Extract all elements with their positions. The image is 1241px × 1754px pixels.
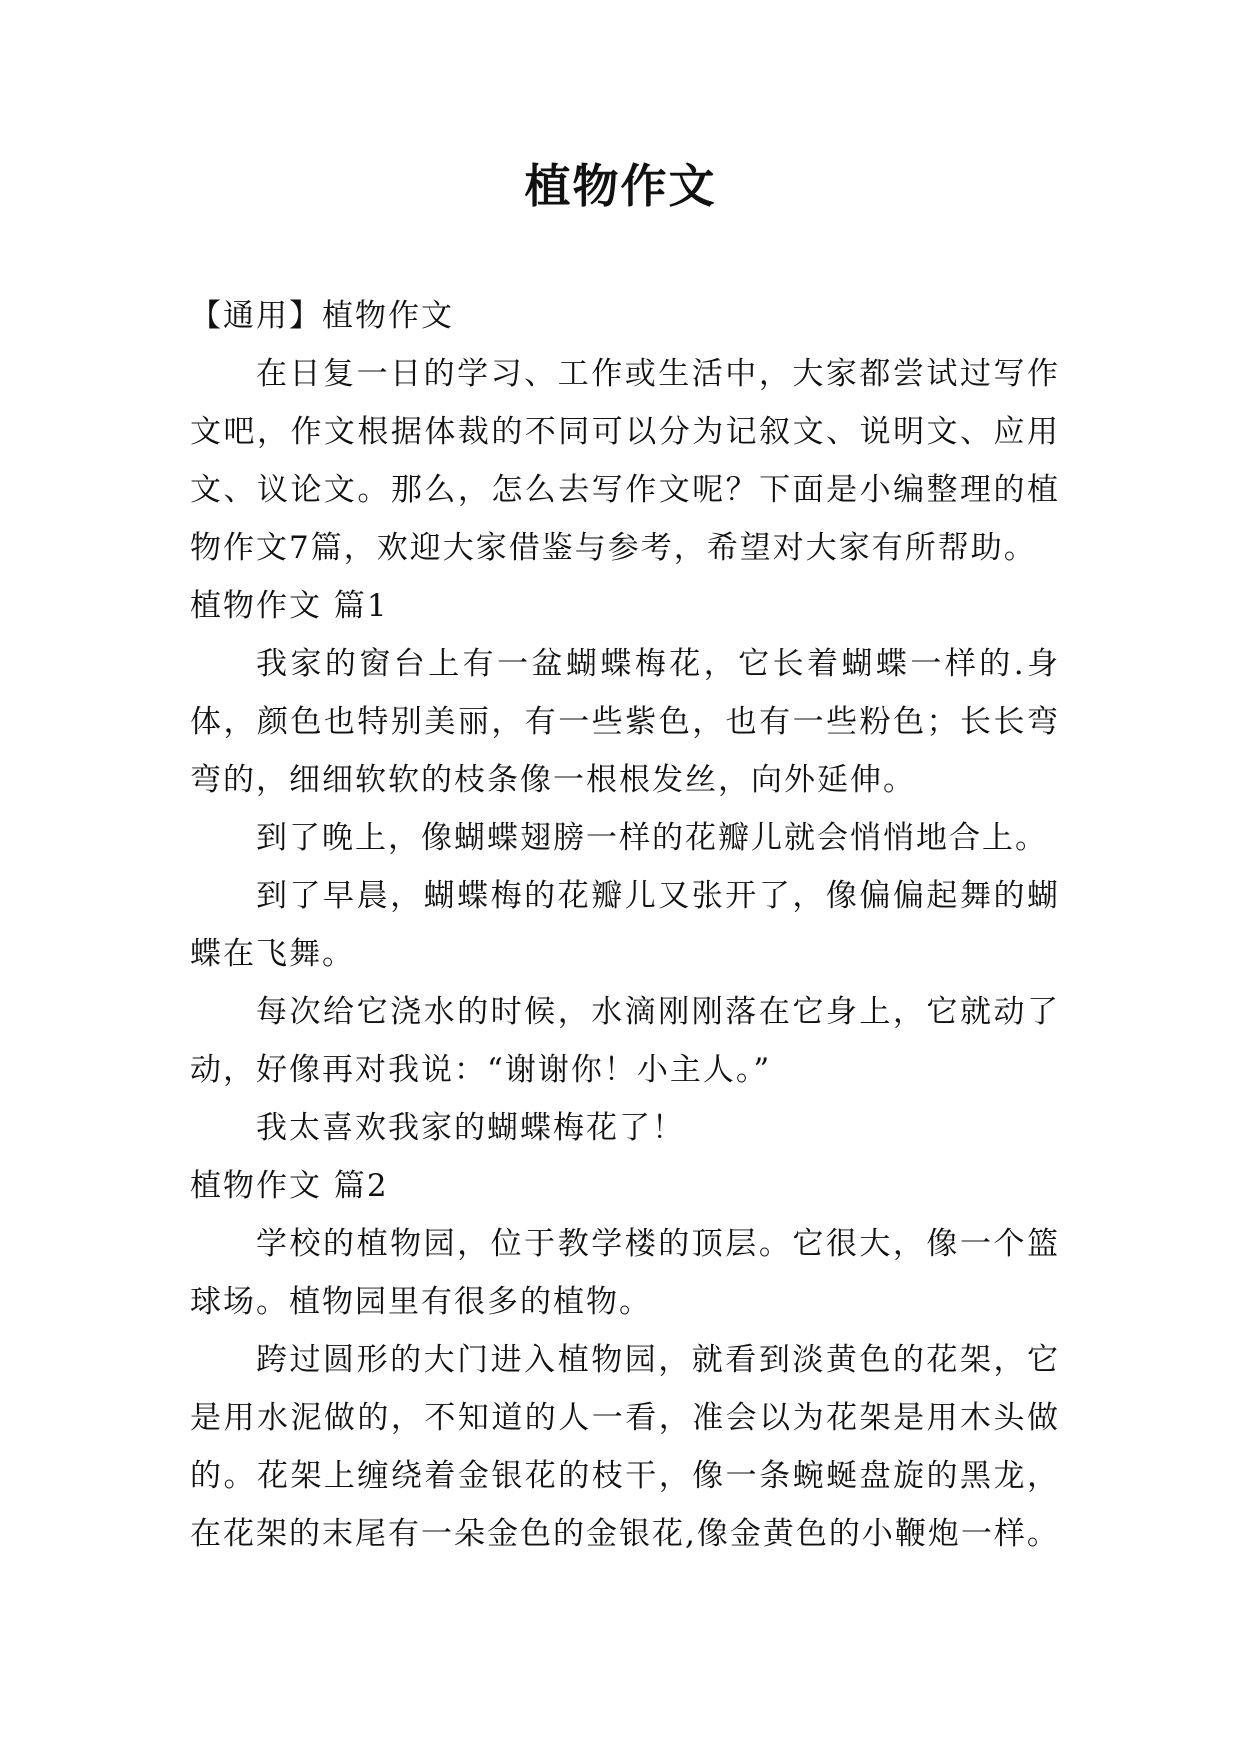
subtitle: 【通用】植物作文 <box>190 298 454 334</box>
document-title: 植物作文 <box>524 159 717 213</box>
section-1-paragraph-5: 我太喜欢我家的蝴蝶梅花了！ <box>256 1110 685 1146</box>
section-1-paragraph-2: 到了晚上，像蝴蝶翅膀一样的花瓣儿就会悄悄地合上。 <box>256 820 1048 856</box>
section-1-paragraph-1: 我家的窗台上有一盆蝴蝶梅花，它长着蝴蝶一样的.身体，颜色也特别美丽，有一些紫色，也有一些粉色；长长弯弯的，细细软软的枝条像一根根发丝，向外延伸。 <box>190 646 1060 798</box>
section-2-paragraph-1: 学校的植物园，位于教学楼的顶层。它很大，像一个篮球场。植物园里有很多的植物。 <box>190 1226 1060 1320</box>
section-2-paragraph-2: 跨过圆形的大门进入植物园，就看到淡黄色的花架，它是用水泥做的，不知道的人一看，准会以为花架是用木头做的。花架上缠绕着金银花的枝干，像一条蜿蜒盘旋的黑龙，在花架的末尾有一朵金色的金银花,像金黄色的小鞭炮一样。 <box>190 1342 1060 1552</box>
section-1-paragraph-3: 到了早晨，蝴蝶梅的花瓣儿又张开了，像偏偏起舞的蝴蝶在飞舞。 <box>190 878 1060 972</box>
document-body <box>190 287 1060 1563</box>
section-1-paragraph-4: 每次给它浇水的时候，水滴刚刚落在它身上，它就动了动，好像再对我说：“谢谢你！小主人。” <box>190 994 1060 1088</box>
section-heading-2: 植物作文 篇2 <box>190 1168 389 1204</box>
intro-paragraph: 在日复一日的学习、工作或生活中，大家都尝试过写作文吧，作文根据体裁的不同可以分为记叙文、说明文、应用文、议论文。那么，怎么去写作文呢？下面是小编整理的植物作文7篇，欢迎大家借鉴与参考，希望对大家有所帮助。 <box>190 356 1060 566</box>
section-heading-1: 植物作文 篇1 <box>190 588 389 624</box>
